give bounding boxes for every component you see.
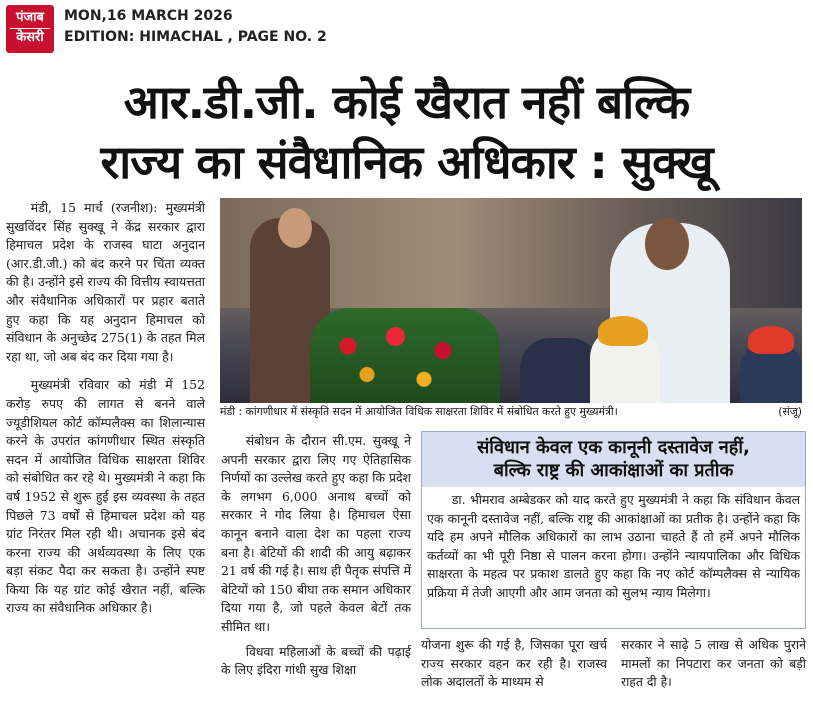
box-body-text: डा. भीमराव अम्बेडकर को याद करते हुए मुख्यमंत्री ने कहा कि संविधान केवल एक कानूनी दस्तावेज नहीं, बल्कि राष्ट्र की आकांक्षाओं का प्रतीक है। उन्होंने कहा कि यदि हम अपने मौलिक अधिकारों का लाभ उठाना चाहते हैं तो हमें अपने मौलिक कर्तव्यों का भी पूरी निष्ठा से पालन करना होगा। उन्होंने न्यायपालिका और विधिक साक्षरता के महत्व पर प्रकाश डालते हुए कहा कि नए कोर्ट कॉम्पलैक्स से न्यायिक प्रक्रिया में तेजी आएगी और आम जनता को सुलभ न्याय मिलेगा। — [427, 492, 800, 600]
article-column-3 — [421, 636, 607, 692]
headline-line-1: आर.डी.जी. कोई खैरात नहीं बल्कि — [123, 75, 690, 129]
column2-paragraph-2: विधवा महिलाओं के बच्चों की पढ़ाई के लिए इंदिरा गांधी सुख शिक्षा — [221, 643, 411, 678]
article-column-2 — [221, 432, 411, 680]
column2-paragraph-1: संबोधन के दौरान सी.एम. सुक्खू ने अपनी सरकार द्वारा लिए गए ऐतिहासिक निर्णयों का उल्लेख करते हुए कहा कि प्रदेश के लगभग 6,000 अनाथ बच्चों को सरकार ने गोद लिया है। हिमाचल ऐसा कानून बनाने वाला देश का पहला राज्य बना है। बेटियों की शादी की आयु बढ़ाकर 21 वर्ष की गई है। साथ ही पैतृक संपत्ति में बेटियों को 150 बीघा तक समान अधिकार दिया गया है, जो पहले केवल बेटों तक सीमित था। — [221, 433, 411, 634]
photo-caption — [220, 403, 802, 421]
column3-text: योजना शुरू की गई है, जिसका पूरा खर्च राज्य सरकार वहन कर रही है। राजस्व लोक अदालतों के माध्यम से — [421, 637, 607, 690]
box-title-line-2: बल्कि राष्ट्र की आकांक्षाओं का प्रतीक — [493, 460, 734, 481]
caption-text: मंडी : कांगणीधार में संस्कृति सदन में आयोजित विधिक साक्षरता शिविर में संबोधित करते हुए मुख्यमंत्री। — [220, 405, 618, 418]
edition-meta — [64, 6, 327, 48]
photo-credit: (संजू) — [778, 405, 802, 418]
highlight-box-title — [422, 432, 805, 487]
logo-line-1: पंजाब — [16, 10, 44, 25]
highlight-box — [421, 431, 806, 629]
column1-paragraph-1: मंडी, 15 मार्च (रजनीश): मुख्यमंत्री सुखविंदर सिंह सुक्खू ने केंद्र सरकार द्वारा हिमाचल प्रदेश के राजस्व घाटा अनुदान (आर.डी.जी.) को बंद करने पर चिंता व्यक्त की है। उन्होंने इसे राज्य की वित्तीय स्वायत्तता और संवैधानिक अधिकारों पर प्रहार बताते हुए कहा कि यह अनुदान हिमाचल को संविधान के अनुच्छेद 275(1) के तहत मिल रहा था, जो अब बंद कर दिया गया है। — [6, 200, 205, 364]
column4-text: सरकार ने साढ़े 5 लाख से अधिक पुराने मामलों का निपटारा कर जनता को बड़ी राहत दी है। — [621, 637, 806, 690]
article-column-4 — [621, 636, 806, 692]
headline — [0, 72, 813, 192]
article-column-1 — [6, 199, 205, 618]
column1-paragraph-2: मुख्यमंत्री रविवार को मंडी में 152 करोड़ रुपए की लागत से बनने वाले ज्यूडीशियल कोर्ट कॉम्पलैक्स का शिलान्यास करने के उपरांत कांगणीधार स्थित संस्कृति सदन में आयोजित विधिक साक्षरता शिविर को संबोधित कर रहे थे। मुख्यमंत्री ने कहा कि वर्ष 1952 से शुरू हुई इस व्यवस्था के तहत पिछले 73 वर्षों से हिमाचल प्रदेश को यह ग्रांट निरंतर मिल रही थी। अचानक इसे बंद करना राज्य की अर्थव्यवस्था के लिए एक बड़ा संकट पैदा कर सकता है। उन्होंने स्पष्ट किया कि यह ग्रांट कोई खैरात नहीं, बल्कि राज्य का संवैधानिक अधिकार है। — [6, 377, 205, 616]
highlight-box-body — [422, 487, 805, 603]
date-line: MON,16 MARCH 2026 — [64, 8, 233, 24]
page-header — [0, 0, 813, 58]
logo-line-2: केसरी — [10, 28, 50, 47]
news-photo — [220, 198, 802, 403]
box-title-line-1: संविधान केवल एक कानूनी दस्तावेज नहीं, — [477, 437, 750, 458]
headline-line-2: राज्य का संवैधानिक अधिकार : सुक्खू — [100, 135, 713, 189]
punjab-kesari-logo — [6, 5, 54, 53]
edition-line: EDITION: HIMACHAL , PAGE NO. 2 — [64, 29, 327, 45]
